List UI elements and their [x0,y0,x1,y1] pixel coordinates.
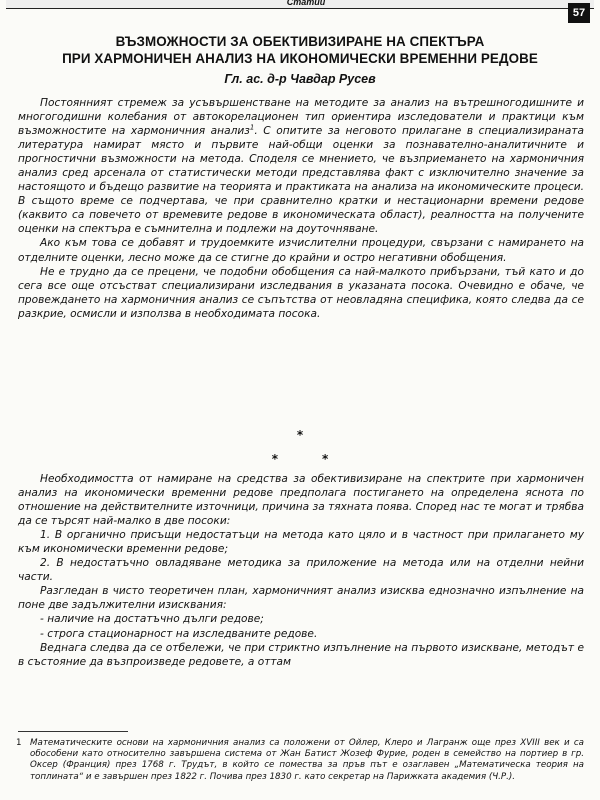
article-title-line-1: ВЪЗМОЖНОСТИ ЗА ОБЕКТИВИЗИРАНЕ НА СПЕКТЪРА [115,34,485,49]
paragraph: Необходимостта от намиране на средства за обективизиране на спектрите при хармоничен анализ на икономически временни редове предполага постигането на определена яснота по отношение на действителните източници, причина за тяхната поява. Според нас те могат и трябва да се търсят най-малко в две посоки: [18,473,584,528]
paragraph: Веднага следва да се отбележи, че при стриктно изпълнение на първото изискване, методът е в състояние да възпроизведе редовете, а оттам [18,641,584,668]
section-separator-top: * [296,428,304,442]
article-title [40,33,560,67]
footnote-number: 1 [16,738,22,748]
page-number: 57 [568,3,590,23]
paragraph: Разгледан в чисто теоретичен план, хармоничният анализ изисква еднозначно изпълнение на поне две задължителни изисквания: [18,585,584,612]
article-title-line-2: ПРИ ХАРМОНИЧЕН АНАЛИЗ НА ИКОНОМИЧЕСКИ ВРЕМЕННИ РЕДОВЕ [62,51,538,66]
paragraph: Не е трудно да се прецени, че подобни обобщения са най-малкото прибързани, тъй като и до сега все още отсъстват специализирани изследвания в указаната посока. Очевидно е обаче, че провеждането на хармоничния анализ се съпътства от неовладяна специфика, която следва да се разкрие, осмисли и използва в необходимата посока. [18,265,584,320]
article-author: Гл. ас. д-р Чавдар Русев [224,72,376,86]
section-label: Статии [246,0,366,7]
list-item: 1. В органично присъщи недостатъци на метода като цяло и в частност при прилагането му към икономически временни редове; [18,529,584,556]
article-body-section-2 [18,472,584,669]
footnote [18,738,584,783]
section-separator-bottom [0,452,600,466]
list-item: - строга стационарност на изследваните редове. [40,627,318,640]
article-body-section-1 [18,96,584,321]
footnote-divider [18,731,128,732]
list-item: 2. В недостатъчно овладяване методика за приложение на метода или на отделни нейни части. [18,557,584,584]
footnote-text: Математическите основи на хармоничния анализ са положени от Ойлер, Клеро и Лагранж още през XVIII век и са обособени като относително завършена система от Жан Батист Жозеф Фурие, роден в семейство на портиер в гр. Оксер (Франция) през 1768 г. Трудът, в който се помества за пръв път е озаглавен „Математическа теория на топлината“ и е завършен през 1822 г. Почива през 1830 г. като секретар на Парижката академия (Ч.Р.). [30,738,584,782]
list-item: - наличие на достатъчно дълги редове; [40,613,264,626]
footnote-reference[interactable]: 1 [249,123,255,132]
paragraph: Ако към това се добавят и трудоемките изчислителни процедури, свързани с намирането на отделните оценки, лесно може да се стигне до крайни и остро негативни обобщения. [18,237,584,264]
paragraph-text: Постоянният стремеж за усъвършенстване на методите за анализ на вътрешногодишните и многогодишни колебания от автокорелационен тип ориентира изследователи и практици към възможностите на хармоничния анализ [18,97,584,138]
running-header [6,0,594,9]
separator-star: * [271,452,278,466]
paragraph-text: . С опитите за неговото прилагане в специализираната литература намират място и първите най-общи оценки за познавателно-аналитичните и прогностични възможности на метода. Споделя се мнението, че възприемането на хармоничния анализ сред арсенала от статистически методи представлява факт с изключително значение за настоящото и бъдещо развитие на теорията и практиката на анализа на икономическите процеси. В същото време се подчертава, че при сравнително кратки и нестационарни времени редове (каквито са повечето от времевите редове в икономическата област), реалността на получените оценки на спектъра е съмнителна и подлежи на доуточняване. [18,125,584,236]
paragraph [18,96,584,236]
separator-star: * [322,452,329,466]
